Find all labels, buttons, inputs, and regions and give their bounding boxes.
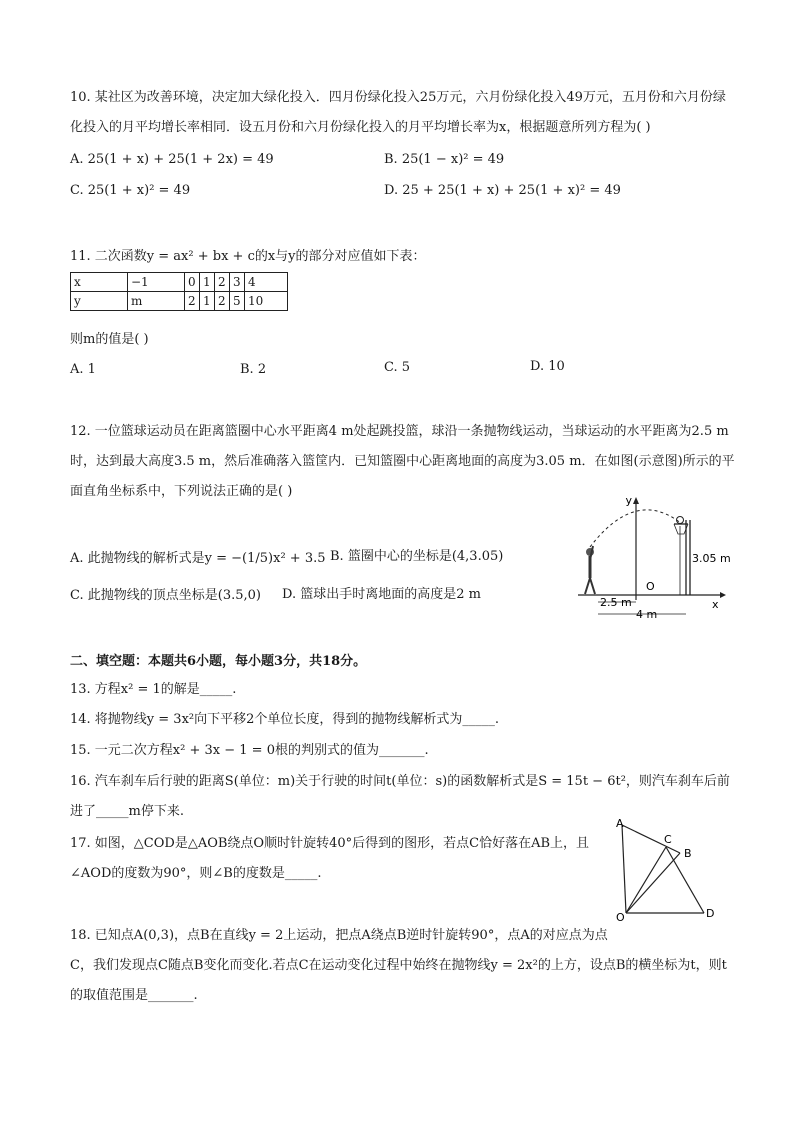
q11-option-d: D. 10 xyxy=(530,359,565,374)
segment-ao xyxy=(622,825,626,913)
q16-line2: 进了_____m停下来. xyxy=(70,804,184,819)
table-cell: 1 xyxy=(200,273,215,292)
q10-option-b: B. 25(1 − x)² = 49 xyxy=(384,152,505,167)
q11-option-b: B. 2 xyxy=(240,362,267,377)
q18-line1: 18. 已知点A(0,3)，点B在直线y = 2上运动，把点A绕点B逆时针旋转90°，点A的对应点为点 xyxy=(70,928,608,943)
q12-option-a: A. 此抛物线的解析式是y = −(1/5)x² + 3.5 xyxy=(70,551,326,566)
table-cell: 2 xyxy=(215,292,230,311)
q11-value-table xyxy=(70,272,288,311)
table-cell: m xyxy=(128,292,185,311)
origin-label: O xyxy=(646,580,655,593)
table-cell: y xyxy=(71,292,128,311)
x-axis-label: x xyxy=(712,598,719,611)
x-axis-arrow-icon xyxy=(720,592,726,598)
table-cell: −1 xyxy=(128,273,185,292)
table-cell: 10 xyxy=(245,292,288,311)
q15: 15. 一元二次方程x² + 3x − 1 = 0根的判别式的值为_______. xyxy=(70,743,429,758)
q14: 14. 将抛物线y = 3x²向下平移2个单位长度，得到的抛物线解析式为_____. xyxy=(70,712,500,727)
table-cell: 3 xyxy=(230,273,245,292)
segment-ob xyxy=(626,853,680,913)
section-heading-fill-blank: 二、填空题：本题共6小题，每小题3分，共18分。 xyxy=(70,654,367,669)
q12-option-b: B. 篮圈中心的坐标是(4,3.05) xyxy=(330,549,504,564)
q12-line3: 面直角坐标系中，下列说法正确的是( ) xyxy=(70,484,293,499)
point-o-label: O xyxy=(616,911,625,924)
table-cell: x xyxy=(71,273,128,292)
q10-option-d: D. 25 + 25(1 + x) + 25(1 + x)² = 49 xyxy=(384,183,621,198)
y-axis-arrow-icon xyxy=(633,497,639,504)
table-row xyxy=(71,292,288,311)
basket-hoop-icon xyxy=(674,517,690,596)
q10-line1: 10. 某社区为改善环境，决定加大绿化投入．四月份绿化投入25万元，六月份绿化投入49万元，五月份和六月份绿 xyxy=(70,90,726,105)
q17-line1: 17. 如图，△COD是△AOB绕点O顺时针旋转40°后得到的图形，若点C恰好落在AB上，且 xyxy=(70,836,590,851)
q12-line1: 12. 一位篮球运动员在距离篮圈中心水平距离4 m处起跳投篮，球沿一条抛物线运动，当球运动的水平距离为2.5 m xyxy=(70,424,729,439)
q10-option-c: C. 25(1 + x)² = 49 xyxy=(70,183,191,198)
player-icon xyxy=(585,546,595,594)
q18-line3: 的取值范围是_______. xyxy=(70,988,198,1003)
table-cell: 5 xyxy=(230,292,245,311)
point-c-label: C xyxy=(664,833,672,846)
q11-line1: 11. 二次函数y = ax² + bx + c的x与y的部分对应值如下表： xyxy=(70,249,426,264)
q17-line2: ∠AOD的度数为90°，则∠B的度数是_____. xyxy=(70,866,322,881)
dist-label-4: 4 m xyxy=(636,608,658,621)
q10-option-a: A. 25(1 + x) + 25(1 + 2x) = 49 xyxy=(70,152,274,167)
dist-label-2-5: 2.5 m xyxy=(600,596,632,609)
q12-line2: 时，达到最大高度3.5 m，然后准确落入篮筐内．已知篮圈中心距离地面的高度为3.05 m．在如图(示意图)所示的平 xyxy=(70,454,735,469)
q18-line2: C，我们发现点C随点B变化而变化.若点C在运动变化过程中始终在抛物线y = 2x²的上方，设点B的横坐标为t，则t xyxy=(70,958,727,973)
table-cell: 1 xyxy=(200,292,215,311)
q12-option-d: D. 篮球出手时离地面的高度是2 m xyxy=(282,587,481,602)
q13: 13. 方程x² = 1的解是_____. xyxy=(70,682,237,697)
table-row xyxy=(71,273,288,292)
point-a-label: A xyxy=(616,817,624,830)
q11-option-c: C. 5 xyxy=(384,360,411,375)
height-label: 3.05 m xyxy=(692,552,731,565)
table-cell: 4 xyxy=(245,273,288,292)
q17-rotation-figure xyxy=(610,815,730,925)
q12-option-c: C. 此抛物线的顶点坐标是(3.5,0) xyxy=(70,588,261,603)
table-cell: 2 xyxy=(215,273,230,292)
table-cell: 0 xyxy=(185,273,200,292)
point-d-label: D xyxy=(706,907,715,920)
q16-line1: 16. 汽车刹车后行驶的距离S(单位：m)关于行驶的时间t(单位：s)的函数解析式是S = 15t − 6t²，则汽车刹车后前 xyxy=(70,774,730,789)
q12-basketball-figure xyxy=(570,492,740,622)
point-b-label: B xyxy=(684,847,692,860)
q11-option-a: A. 1 xyxy=(70,362,96,377)
q10-line2: 化投入的月平均增长率相同．设五月份和六月份绿化投入的月平均增长率为x，根据题意所列方程为( ) xyxy=(70,120,651,135)
segment-oc xyxy=(626,847,666,913)
table-cell: 2 xyxy=(185,292,200,311)
y-axis-label: y xyxy=(625,494,632,507)
q11-ask: 则m的值是( ) xyxy=(70,332,149,347)
